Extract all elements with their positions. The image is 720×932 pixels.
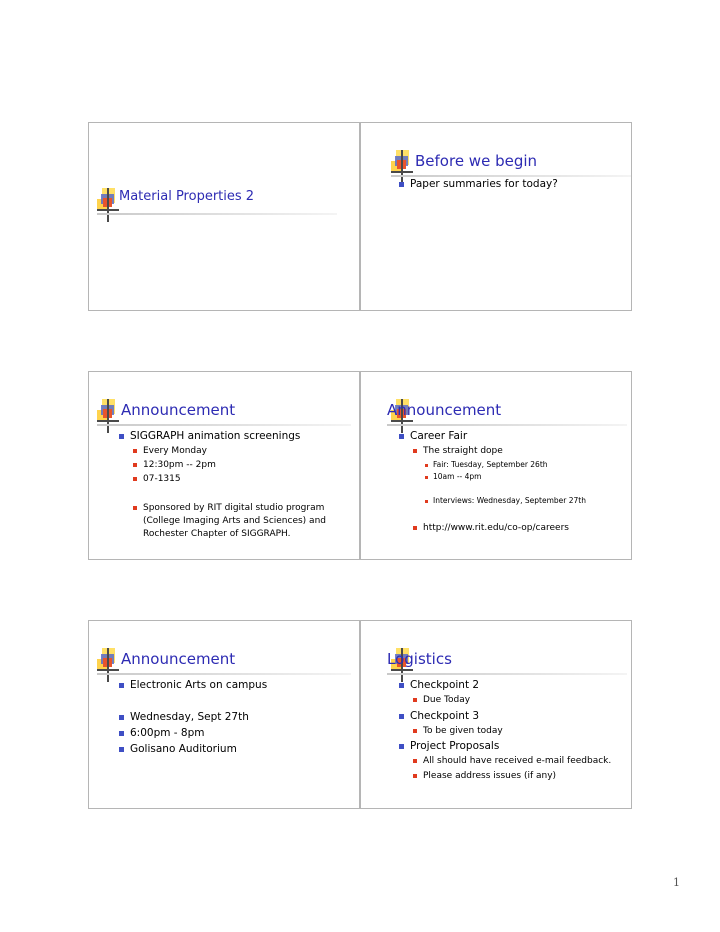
slide-title: Logistics	[387, 650, 452, 668]
bullet-icon	[413, 449, 417, 453]
title-rule	[97, 673, 351, 675]
bullet-icon	[119, 715, 124, 720]
sub-bullet-continuation: (College Imaging Arts and Sciences) and	[143, 516, 326, 526]
bullet-icon	[425, 476, 428, 479]
slide-title: Announcement	[121, 650, 236, 668]
sub-bullet-item: To be given today	[413, 725, 503, 738]
sub-bullet-item: Due Today	[413, 694, 470, 707]
slide-4	[360, 371, 632, 560]
title-rule	[387, 424, 627, 426]
bullet-icon	[413, 729, 417, 733]
bullet-item: SIGGRAPH animation screenings	[119, 430, 300, 442]
sub-sub-bullet-item: Interviews: Wednesday, September 27th	[425, 496, 586, 505]
bullet-icon	[133, 449, 137, 453]
title-rule	[97, 213, 337, 215]
bullet-item: 6:00pm - 8pm	[119, 727, 205, 739]
slide-logo-icon	[97, 648, 119, 682]
bullet-icon	[133, 506, 137, 510]
bullet-icon	[399, 683, 404, 688]
sub-sub-bullet-item: 10am -- 4pm	[425, 472, 481, 481]
bullet-icon	[119, 747, 124, 752]
bullet-item: Wednesday, Sept 27th	[119, 711, 249, 723]
slide-5	[88, 620, 360, 809]
slide-1	[88, 122, 360, 311]
title-rule	[97, 424, 351, 426]
bullet-icon	[399, 434, 404, 439]
bullet-item: Golisano Auditorium	[119, 743, 237, 755]
title-rule	[387, 673, 627, 675]
bullet-icon	[119, 731, 124, 736]
sub-bullet-item: 07-1315	[133, 473, 181, 486]
bullet-icon	[425, 500, 428, 503]
bullet-item: Checkpoint 2	[399, 679, 479, 691]
slide-title: Announcement	[387, 401, 502, 419]
bullet-icon	[413, 526, 417, 530]
bullet-icon	[119, 434, 124, 439]
bullet-item: Checkpoint 3	[399, 710, 479, 722]
slide-title: Before we begin	[415, 152, 538, 170]
slide-title: Material Properties 2	[119, 189, 255, 204]
slide-logo-icon	[97, 188, 119, 222]
bullet-item: Electronic Arts on campus	[119, 679, 267, 691]
bullet-icon	[133, 463, 137, 467]
bullet-item: Career Fair	[399, 430, 467, 442]
slide-logo-icon	[97, 399, 119, 433]
sub-bullet-item: The straight dope	[413, 445, 503, 458]
sub-bullet-item: All should have received e-mail feedback.	[413, 755, 611, 768]
bullet-icon	[133, 477, 137, 481]
bullet-item: Project Proposals	[399, 740, 499, 752]
sub-bullet-link[interactable]: http://www.rit.edu/co-op/careers	[413, 522, 569, 535]
sub-bullet-item: Please address issues (if any)	[413, 770, 556, 783]
bullet-icon	[399, 182, 404, 187]
bullet-icon	[413, 774, 417, 778]
bullet-icon	[413, 698, 417, 702]
sub-sub-bullet-item: Fair: Tuesday, September 26th	[425, 460, 548, 469]
bullet-icon	[413, 759, 417, 763]
slide-3	[88, 371, 360, 560]
page-number: 1	[673, 876, 680, 889]
bullet-item: Paper summaries for today?	[399, 178, 558, 190]
bullet-icon	[119, 683, 124, 688]
bullet-icon	[425, 464, 428, 467]
slide-title: Announcement	[121, 401, 236, 419]
sub-bullet-continuation: Rochester Chapter of SIGGRAPH.	[143, 529, 291, 539]
slide-2	[360, 122, 632, 311]
sub-bullet-item: Sponsored by RIT digital studio program	[133, 502, 324, 515]
bullet-icon	[399, 744, 404, 749]
title-rule	[391, 175, 631, 177]
bullet-icon	[399, 714, 404, 719]
sub-bullet-item: 12:30pm -- 2pm	[133, 459, 216, 472]
slide-6	[360, 620, 632, 809]
sub-bullet-item: Every Monday	[133, 445, 207, 458]
